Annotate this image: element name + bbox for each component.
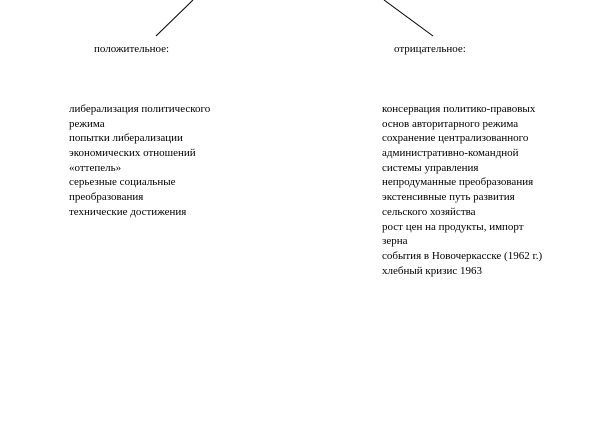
negative-line: основ авторитарного режима xyxy=(382,117,519,130)
heading-negative: отрицательное: xyxy=(394,43,466,55)
positive-line: «оттепель» xyxy=(69,161,122,174)
positive-line: преобразования xyxy=(69,191,144,204)
positive-line: экономических отношений xyxy=(69,147,196,160)
negative-line: административно-командной xyxy=(382,147,519,160)
connector-line-right xyxy=(384,0,433,36)
positive-line: серьезные социальные xyxy=(69,176,176,189)
negative-line: сохранение централизованного xyxy=(382,132,529,145)
negative-line: экстенсивные путь развития xyxy=(382,191,515,204)
heading-positive: положительное: xyxy=(94,43,170,55)
negative-line: сельского хозяйства xyxy=(382,205,476,218)
negative-list xyxy=(382,102,542,278)
negative-line: хлебный кризис 1963 xyxy=(382,264,482,277)
negative-line: зерна xyxy=(382,235,408,248)
positive-line: попытки либерализации xyxy=(69,132,183,145)
positive-line: режима xyxy=(69,117,105,130)
positive-line: либерализация политического xyxy=(69,103,211,115)
negative-line: консервация политико-правовых xyxy=(382,103,536,115)
negative-line: системы управления xyxy=(382,161,479,174)
negative-line: события в Новочеркасске (1962 г.) xyxy=(382,249,543,262)
positive-line: технические достижения xyxy=(69,205,187,218)
negative-line: рост цен на продукты, импорт xyxy=(382,220,524,233)
positive-list xyxy=(69,102,210,220)
connector-line-left xyxy=(156,0,193,36)
negative-line: непродуманные преобразования xyxy=(382,176,534,189)
